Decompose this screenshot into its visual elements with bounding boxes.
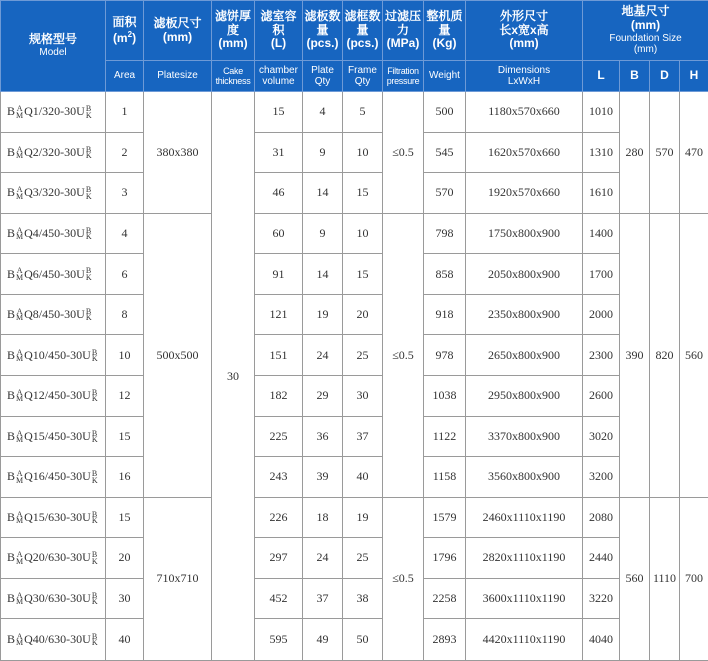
table-row [1, 416, 708, 457]
table-row [1, 173, 708, 214]
cell-pressure: ≤0.5 [383, 497, 424, 660]
cell-area: 8 [106, 294, 144, 335]
cell-model: B A M Q8/450-30U B K [1, 294, 106, 335]
cell-volume: 297 [255, 538, 303, 579]
cell-foundation-b: 390 [620, 213, 650, 497]
table-header [1, 1, 708, 92]
cell-pressure: ≤0.5 [383, 213, 424, 497]
cell-volume: 595 [255, 619, 303, 661]
cell-foundation-l: 1610 [583, 173, 620, 214]
header-weight: 整机质量 (Kg) [424, 1, 466, 61]
cell-area: 30 [106, 578, 144, 619]
cell-plate-qty: 9 [303, 132, 343, 173]
cell-dimensions: 1620x570x660 [466, 132, 583, 173]
cell-weight: 1796 [424, 538, 466, 579]
cell-weight: 500 [424, 92, 466, 133]
cell-weight: 570 [424, 173, 466, 214]
cell-model: B A M Q30/630-30U B K [1, 578, 106, 619]
header-plate-size: 滤板尺寸 (mm) [144, 1, 212, 61]
header-dimensions: 外形尺寸 长x宽x高 (mm) [466, 1, 583, 61]
cell-area: 12 [106, 375, 144, 416]
cell-foundation-b: 560 [620, 497, 650, 660]
cell-volume: 31 [255, 132, 303, 173]
cell-model: B A M Q20/630-30U B K [1, 538, 106, 579]
cell-model: B A M Q4/450-30U B K [1, 213, 106, 254]
cell-plate-qty: 37 [303, 578, 343, 619]
cell-frame-qty: 15 [343, 254, 383, 295]
cell-area: 16 [106, 457, 144, 498]
cell-plate-qty: 14 [303, 254, 343, 295]
header-frame-qty: 滤框数量 (pcs.) [343, 1, 383, 61]
cell-foundation-l: 3020 [583, 416, 620, 457]
cell-foundation-d: 570 [650, 92, 680, 214]
cell-foundation-l: 1010 [583, 92, 620, 133]
cell-frame-qty: 25 [343, 335, 383, 376]
cell-volume: 182 [255, 375, 303, 416]
table-row [1, 457, 708, 498]
cell-plate-qty: 49 [303, 619, 343, 661]
cell-dimensions: 2820x1110x1190 [466, 538, 583, 579]
cell-model: B A M Q2/320-30U B K [1, 132, 106, 173]
cell-plate-size: 710x710 [144, 497, 212, 660]
cell-foundation-d: 1110 [650, 497, 680, 660]
cell-foundation-l: 1700 [583, 254, 620, 295]
cell-dimensions: 3370x800x900 [466, 416, 583, 457]
header-weight-en: Weight [424, 61, 466, 92]
cell-weight: 1579 [424, 497, 466, 538]
cell-plate-qty: 18 [303, 497, 343, 538]
cell-foundation-l: 2000 [583, 294, 620, 335]
cell-dimensions: 4420x1110x1190 [466, 619, 583, 661]
cell-frame-qty: 5 [343, 92, 383, 133]
header-plate-qty-en: Plate Qty [303, 61, 343, 92]
cell-area: 1 [106, 92, 144, 133]
cell-volume: 243 [255, 457, 303, 498]
cell-volume: 226 [255, 497, 303, 538]
cell-model: B A M Q1/320-30U B K [1, 92, 106, 133]
cell-dimensions: 2950x800x900 [466, 375, 583, 416]
cell-frame-qty: 40 [343, 457, 383, 498]
cell-plate-qty: 14 [303, 173, 343, 214]
cell-frame-qty: 19 [343, 497, 383, 538]
cell-foundation-l: 1310 [583, 132, 620, 173]
cell-plate-qty: 36 [303, 416, 343, 457]
table-row [1, 213, 708, 254]
cell-foundation-l: 2440 [583, 538, 620, 579]
cell-dimensions: 2350x800x900 [466, 294, 583, 335]
header-foundation-b: B [620, 61, 650, 92]
cell-dimensions: 3600x1110x1190 [466, 578, 583, 619]
header-dimensions-en: Dimensions LxWxH [466, 61, 583, 92]
cell-foundation-h: 700 [680, 497, 708, 660]
header-pressure: 过滤压力 (MPa) [383, 1, 424, 61]
cell-pressure: ≤0.5 [383, 92, 424, 214]
cell-area: 15 [106, 497, 144, 538]
cell-area: 3 [106, 173, 144, 214]
cell-foundation-d: 820 [650, 213, 680, 497]
cell-foundation-l: 2600 [583, 375, 620, 416]
cell-volume: 60 [255, 213, 303, 254]
cell-foundation-l: 4040 [583, 619, 620, 661]
cell-frame-qty: 15 [343, 173, 383, 214]
cell-plate-qty: 4 [303, 92, 343, 133]
cell-area: 20 [106, 538, 144, 579]
cell-plate-qty: 9 [303, 213, 343, 254]
cell-plate-size: 380x380 [144, 92, 212, 214]
cell-dimensions: 1180x570x660 [466, 92, 583, 133]
header-foundation: 地基尺寸 (mm) Foundation Size (mm) [583, 1, 708, 61]
cell-foundation-b: 280 [620, 92, 650, 214]
header-plate-size-en: Platesize [144, 61, 212, 92]
cell-model: B A M Q10/450-30U B K [1, 335, 106, 376]
header-frame-qty-en: Frame Qty [343, 61, 383, 92]
header-model: 规格型号 Model [1, 1, 106, 92]
cell-frame-qty: 30 [343, 375, 383, 416]
cell-volume: 225 [255, 416, 303, 457]
cell-model: B A M Q6/450-30U B K [1, 254, 106, 295]
header-chamber-en: chamber volume [255, 61, 303, 92]
cell-foundation-l: 2080 [583, 497, 620, 538]
cell-area: 40 [106, 619, 144, 661]
cell-weight: 858 [424, 254, 466, 295]
cell-dimensions: 2460x1110x1190 [466, 497, 583, 538]
cell-dimensions: 1920x570x660 [466, 173, 583, 214]
cell-foundation-h: 470 [680, 92, 708, 214]
header-pressure-en: Filtration pressure [383, 61, 424, 92]
cell-model: B A M Q3/320-30U B K [1, 173, 106, 214]
cell-frame-qty: 10 [343, 132, 383, 173]
cell-volume: 121 [255, 294, 303, 335]
cell-weight: 545 [424, 132, 466, 173]
cell-dimensions: 1750x800x900 [466, 213, 583, 254]
cell-weight: 798 [424, 213, 466, 254]
table-row [1, 335, 708, 376]
cell-frame-qty: 50 [343, 619, 383, 661]
cell-frame-qty: 37 [343, 416, 383, 457]
cell-dimensions: 3560x800x900 [466, 457, 583, 498]
cell-volume: 46 [255, 173, 303, 214]
cell-weight: 2258 [424, 578, 466, 619]
cell-model: B A M Q15/450-30U B K [1, 416, 106, 457]
header-foundation-l: L [583, 61, 620, 92]
cell-plate-qty: 24 [303, 538, 343, 579]
cell-area: 4 [106, 213, 144, 254]
cell-foundation-l: 2300 [583, 335, 620, 376]
cell-volume: 91 [255, 254, 303, 295]
cell-weight: 2893 [424, 619, 466, 661]
cell-weight: 1122 [424, 416, 466, 457]
cell-plate-qty: 24 [303, 335, 343, 376]
cell-volume: 151 [255, 335, 303, 376]
table-row [1, 578, 708, 619]
cell-area: 10 [106, 335, 144, 376]
header-plate-qty: 滤板数量 (pcs.) [303, 1, 343, 61]
table-row [1, 132, 708, 173]
table-row [1, 92, 708, 133]
header-area-en: Area [106, 61, 144, 92]
cell-model: B A M Q15/630-30U B K [1, 497, 106, 538]
header-foundation-d: D [650, 61, 680, 92]
cell-foundation-h: 560 [680, 213, 708, 497]
header-cake-en: Cake thickness [212, 61, 255, 92]
cell-model: B A M Q40/630-30U B K [1, 619, 106, 661]
header-area: 面积 $(m^2)$ [106, 1, 144, 61]
cell-dimensions: 2050x800x900 [466, 254, 583, 295]
cell-weight: 1158 [424, 457, 466, 498]
cell-frame-qty: 38 [343, 578, 383, 619]
cell-weight: 1038 [424, 375, 466, 416]
cell-volume: 15 [255, 92, 303, 133]
table-row [1, 497, 708, 538]
cell-frame-qty: 25 [343, 538, 383, 579]
header-cake: 滤饼厚度 (mm) [212, 1, 255, 61]
cell-frame-qty: 10 [343, 213, 383, 254]
cell-foundation-l: 1400 [583, 213, 620, 254]
table-body [1, 92, 708, 661]
cell-weight: 918 [424, 294, 466, 335]
cell-foundation-l: 3220 [583, 578, 620, 619]
cell-dimensions: 2650x800x900 [466, 335, 583, 376]
cell-plate-qty: 19 [303, 294, 343, 335]
cell-plate-qty: 29 [303, 375, 343, 416]
cell-volume: 452 [255, 578, 303, 619]
cell-area: 2 [106, 132, 144, 173]
cell-area: 6 [106, 254, 144, 295]
table-row [1, 254, 708, 295]
cell-plate-qty: 39 [303, 457, 343, 498]
cell-weight: 978 [424, 335, 466, 376]
table-row [1, 538, 708, 579]
cell-cake-thickness: 30 [212, 92, 255, 661]
header-chamber: 滤室容积 (L) [255, 1, 303, 61]
table-row [1, 619, 708, 661]
header-foundation-h: H [680, 61, 708, 92]
table-row [1, 294, 708, 335]
cell-model: B A M Q16/450-30U B K [1, 457, 106, 498]
table-row [1, 375, 708, 416]
cell-foundation-l: 3200 [583, 457, 620, 498]
cell-model: B A M Q12/450-30U B K [1, 375, 106, 416]
cell-area: 15 [106, 416, 144, 457]
cell-frame-qty: 20 [343, 294, 383, 335]
cell-plate-size: 500x500 [144, 213, 212, 497]
